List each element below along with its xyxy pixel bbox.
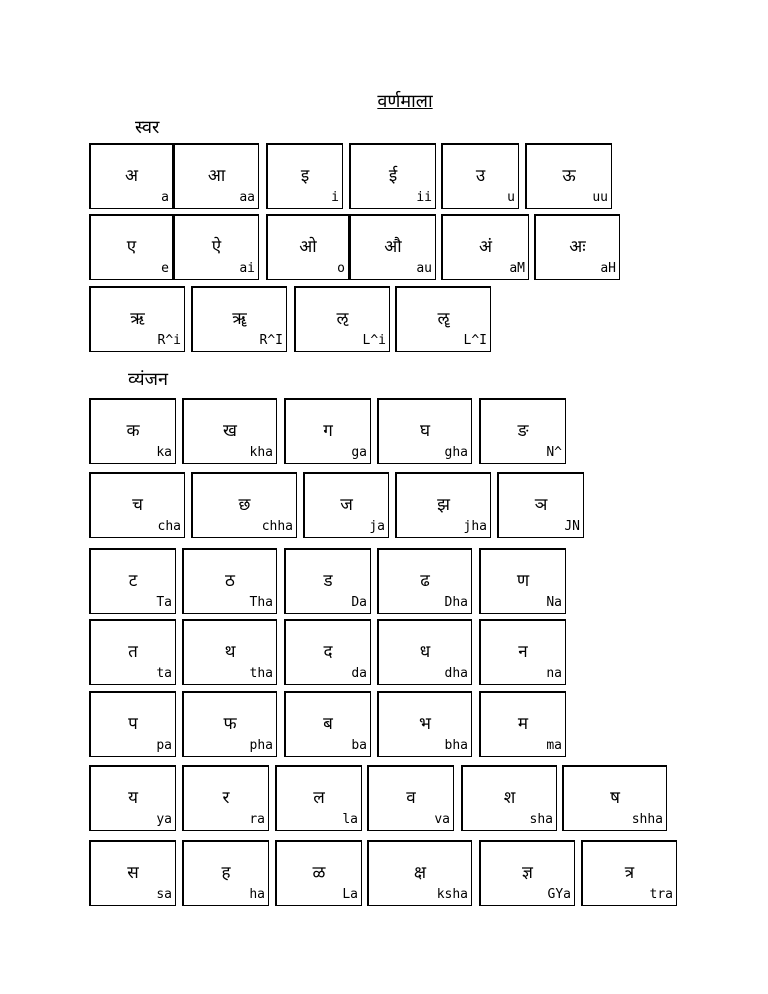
vowel-cell (349, 214, 436, 280)
devanagari-letter: ऊ (562, 166, 576, 186)
transliteration: ra (249, 812, 265, 827)
devanagari-letter: त (128, 642, 138, 662)
devanagari-letter: ष (610, 788, 620, 808)
consonant-cell (497, 472, 584, 538)
vowel-cell (89, 286, 185, 352)
devanagari-letter: ऐ (211, 237, 222, 257)
consonant-cell (479, 691, 566, 757)
consonant-cell (182, 840, 269, 906)
transliteration: Dha (444, 595, 468, 610)
transliteration: la (342, 812, 358, 827)
vowel-cell (173, 214, 259, 280)
consonant-cell (284, 398, 371, 464)
transliteration: ka (156, 445, 172, 460)
transliteration: gha (444, 445, 468, 460)
consonant-cell (182, 619, 277, 685)
consonant-cell (377, 619, 472, 685)
transliteration: Tha (249, 595, 273, 610)
devanagari-letter: छ (238, 495, 251, 515)
transliteration: ksha (436, 887, 468, 902)
devanagari-letter: ज (340, 495, 353, 515)
consonant-cell (395, 472, 491, 538)
vowel-cell (294, 286, 390, 352)
devanagari-letter: ङ (517, 421, 529, 441)
transliteration: u (507, 190, 515, 205)
consonant-cell (303, 472, 389, 538)
devanagari-letter: क्ष (413, 863, 427, 883)
devanagari-letter: ओ (299, 237, 317, 257)
consonants-heading: व्यंजन (128, 369, 168, 390)
devanagari-letter: प (128, 714, 138, 734)
devanagari-letter: ह (221, 863, 231, 883)
consonant-cell (89, 840, 176, 906)
devanagari-letter: ल (313, 788, 325, 808)
devanagari-letter: औ (384, 237, 402, 257)
transliteration: e (161, 261, 169, 276)
vowel-cell (395, 286, 491, 352)
transliteration: o (337, 261, 345, 276)
devanagari-letter: त्र (624, 863, 635, 883)
transliteration: R^I (259, 333, 283, 348)
vowel-cell (266, 143, 343, 209)
consonant-cell (479, 619, 566, 685)
transliteration: bha (444, 738, 468, 753)
transliteration: pa (156, 738, 172, 753)
transliteration: a (161, 190, 169, 205)
transliteration: uu (592, 190, 608, 205)
devanagari-letter: ख (223, 421, 237, 441)
transliteration: ba (351, 738, 367, 753)
vowels-heading: स्वर (135, 117, 160, 138)
devanagari-letter: अः (569, 237, 586, 257)
transliteration: pha (249, 738, 273, 753)
devanagari-letter: श (503, 788, 516, 808)
devanagari-letter: अं (479, 237, 492, 257)
consonant-cell (89, 548, 176, 614)
transliteration: Na (546, 595, 562, 610)
transliteration: N^ (546, 445, 562, 460)
transliteration: JN (564, 519, 580, 534)
consonant-cell (284, 619, 371, 685)
transliteration: au (416, 261, 432, 276)
devanagari-letter: ग (323, 421, 333, 441)
devanagari-letter: न (518, 642, 528, 662)
devanagari-letter: व (406, 788, 416, 808)
devanagari-letter: फ (223, 714, 237, 734)
vowel-cell (191, 286, 287, 352)
devanagari-letter: अ (125, 166, 138, 186)
devanagari-letter: ठ (225, 571, 235, 591)
transliteration: ha (249, 887, 265, 902)
consonant-cell (275, 840, 362, 906)
devanagari-letter: ए (126, 237, 137, 257)
transliteration: R^i (157, 333, 181, 348)
devanagari-letter: ऌ (336, 309, 349, 329)
consonant-cell (479, 548, 566, 614)
vowel-cell (534, 214, 620, 280)
devanagari-letter: ण (516, 571, 530, 591)
consonant-cell (182, 765, 269, 831)
consonant-cell (89, 619, 176, 685)
consonant-cell (191, 472, 297, 538)
vowel-cell (173, 143, 259, 209)
consonant-cell (89, 472, 185, 538)
devanagari-letter: य (128, 788, 138, 808)
transliteration: da (351, 666, 367, 681)
devanagari-letter: थ (224, 642, 236, 662)
devanagari-letter: ढ (420, 571, 430, 591)
transliteration: ma (546, 738, 562, 753)
transliteration: tha (249, 666, 273, 681)
consonant-cell (89, 765, 176, 831)
devanagari-letter: उ (475, 166, 486, 186)
devanagari-letter: ऋ (130, 309, 145, 329)
vowel-cell (525, 143, 612, 209)
devanagari-letter: र (222, 788, 230, 808)
devanagari-letter: घ (419, 421, 431, 441)
transliteration: aM (509, 261, 525, 276)
devanagari-letter: ॠ (232, 309, 247, 329)
devanagari-letter: स (127, 863, 139, 883)
vowel-cell (441, 143, 519, 209)
transliteration: i (331, 190, 339, 205)
transliteration: Da (351, 595, 367, 610)
consonant-cell (377, 548, 472, 614)
devanagari-letter: ब (323, 714, 333, 734)
devanagari-letter: च (132, 495, 143, 515)
consonant-cell (89, 691, 176, 757)
transliteration: L^i (362, 333, 386, 348)
transliteration: shha (631, 812, 663, 827)
transliteration: L^I (463, 333, 487, 348)
consonant-cell (89, 398, 176, 464)
devanagari-letter: इ (300, 166, 310, 186)
devanagari-letter: भ (419, 714, 431, 734)
devanagari-letter: ज्ञ (522, 863, 533, 883)
devanagari-letter: म (517, 714, 529, 734)
consonant-cell (182, 691, 277, 757)
transliteration: aH (600, 261, 616, 276)
transliteration: aa (239, 190, 255, 205)
transliteration: cha (157, 519, 181, 534)
transliteration: Ta (156, 595, 172, 610)
transliteration: va (434, 812, 450, 827)
devanagari-letter: ळ (312, 863, 326, 883)
consonant-cell (479, 840, 575, 906)
consonant-cell (182, 398, 277, 464)
transliteration: tra (649, 887, 673, 902)
consonant-cell (479, 398, 566, 464)
devanagari-letter: ञ (534, 495, 548, 515)
transliteration: chha (261, 519, 293, 534)
devanagari-letter: झ (437, 495, 450, 515)
transliteration: ii (416, 190, 432, 205)
transliteration: ta (156, 666, 172, 681)
transliteration: dha (444, 666, 468, 681)
transliteration: ga (351, 445, 367, 460)
transliteration: ya (156, 812, 172, 827)
devanagari-letter: क (126, 421, 140, 441)
devanagari-letter: ॡ (437, 309, 450, 329)
devanagari-letter: ट (128, 571, 138, 591)
devanagari-letter: ई (388, 166, 398, 186)
transliteration: sa (156, 887, 172, 902)
consonant-cell (182, 548, 277, 614)
consonant-cell (461, 765, 557, 831)
consonant-cell (581, 840, 677, 906)
transliteration: ai (239, 261, 255, 276)
transliteration: kha (249, 445, 273, 460)
transliteration: ja (369, 519, 385, 534)
consonant-cell (377, 398, 472, 464)
devanagari-letter: ड (323, 571, 333, 591)
transliteration: sha (529, 812, 553, 827)
consonant-cell (562, 765, 667, 831)
transliteration: na (546, 666, 562, 681)
consonant-cell (367, 765, 454, 831)
consonant-cell (284, 548, 371, 614)
vowel-cell (89, 214, 173, 280)
consonant-cell (377, 691, 472, 757)
consonant-cell (275, 765, 362, 831)
vowel-cell (266, 214, 349, 280)
transliteration: La (342, 887, 358, 902)
consonant-cell (284, 691, 371, 757)
transliteration: GYa (547, 887, 571, 902)
consonant-cell (367, 840, 472, 906)
devanagari-letter: ध (419, 642, 431, 662)
vowel-cell (89, 143, 173, 209)
vowel-cell (441, 214, 529, 280)
transliteration: jha (463, 519, 487, 534)
page-title: वर्णमाला (377, 91, 433, 112)
vowel-cell (349, 143, 436, 209)
devanagari-letter: आ (207, 166, 226, 186)
devanagari-letter: द (323, 642, 333, 662)
